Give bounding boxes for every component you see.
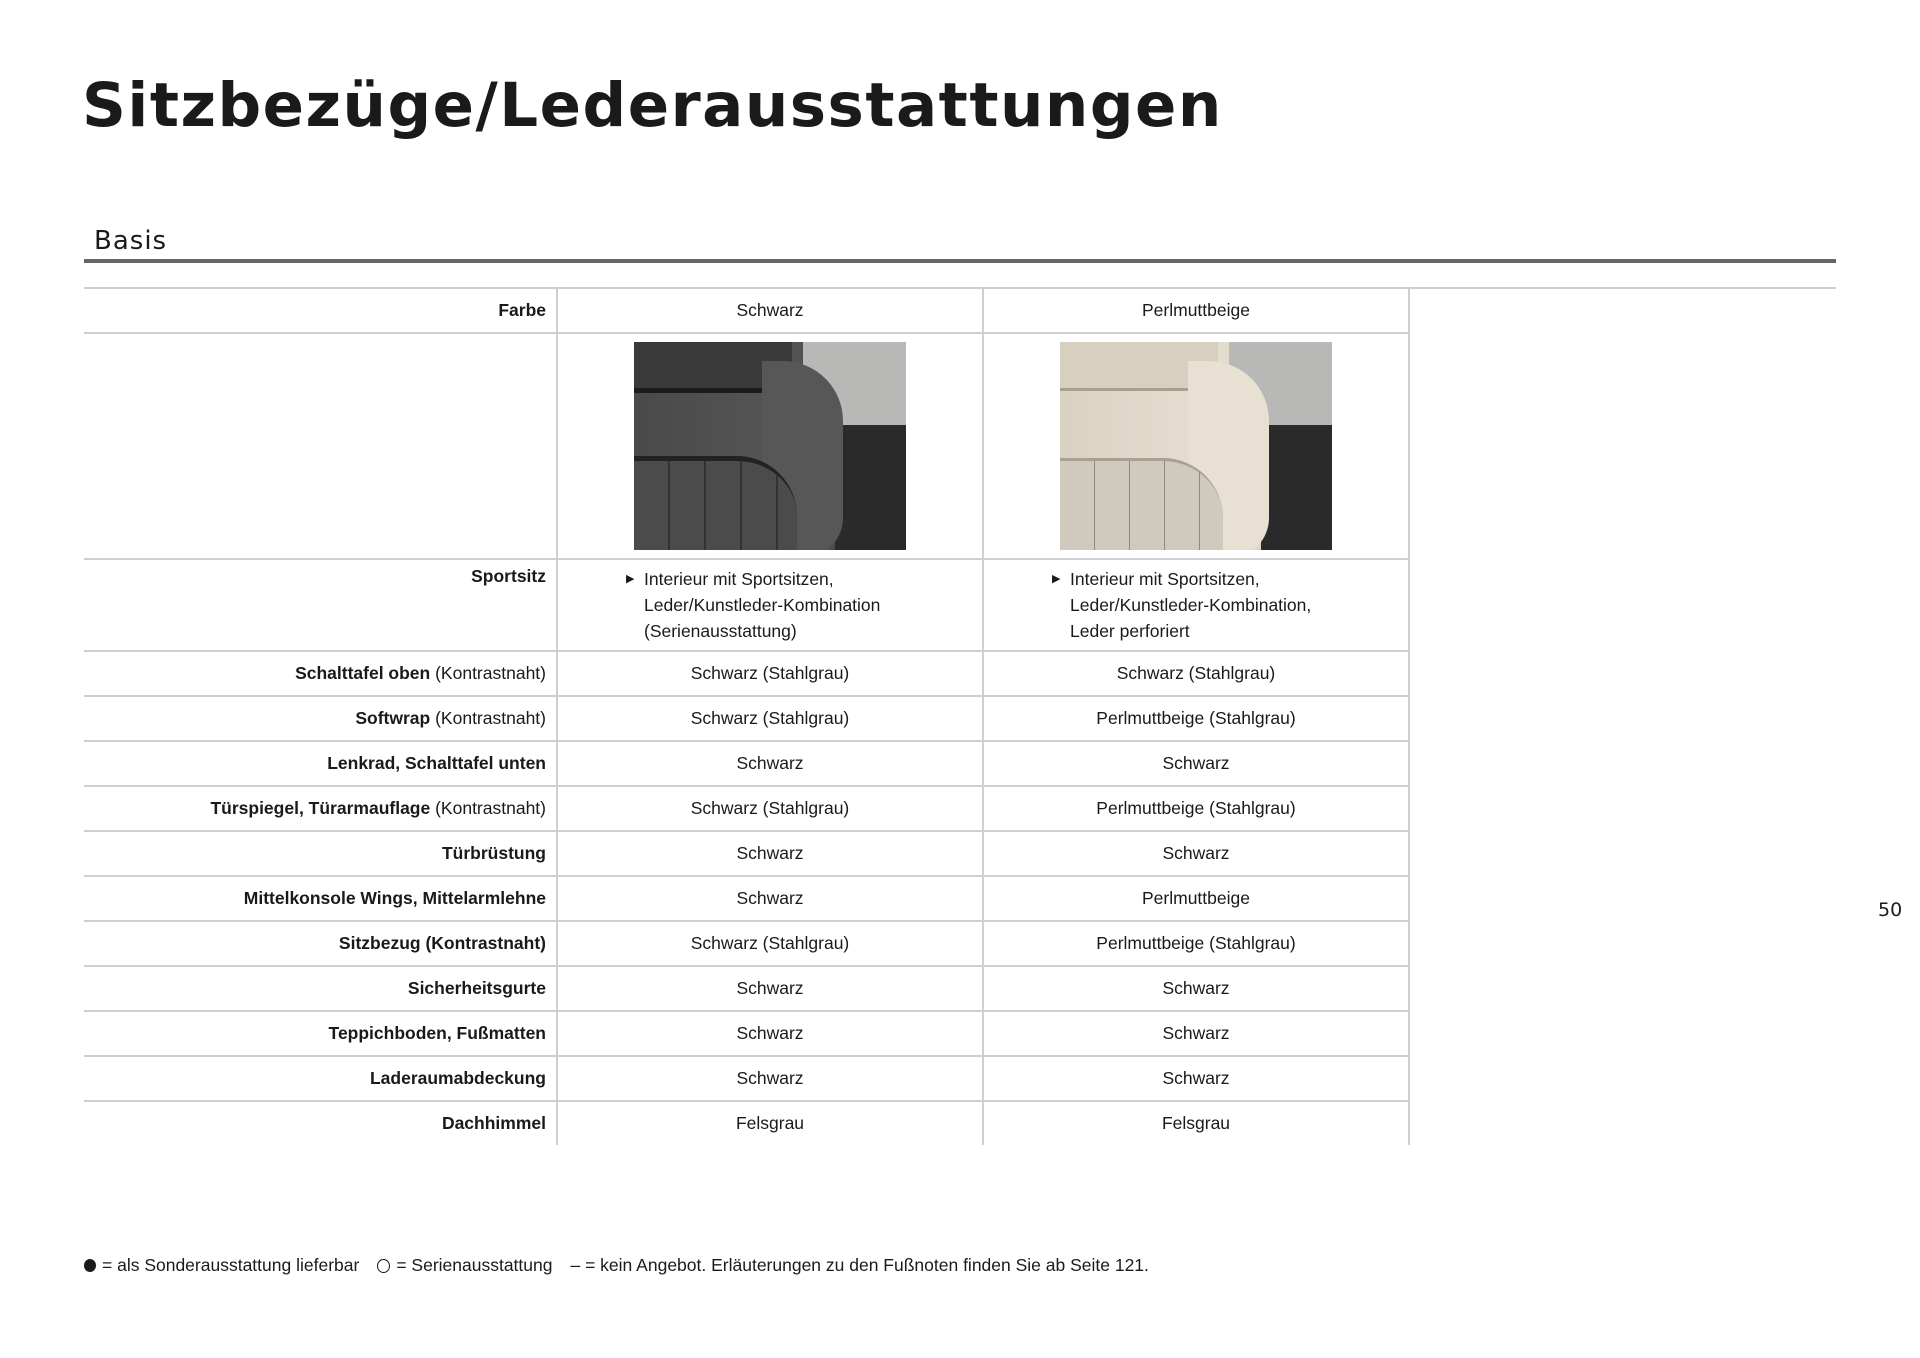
link-interieur-sportsitze[interactable]: ▶ Interieur mit Sportsitzen, Leder/Kunstleder-Kombination (Serienausstattung) bbox=[558, 560, 982, 644]
row-label-empty bbox=[84, 333, 557, 559]
section-title: Basis bbox=[94, 226, 168, 256]
upholstery-table bbox=[84, 287, 1836, 1145]
table-row-swatch bbox=[84, 333, 1409, 559]
black-leather-seat-image bbox=[634, 342, 906, 550]
row-label: Sportsitz bbox=[84, 559, 557, 651]
table-row: Türbrüstung Schwarz Schwarz bbox=[84, 831, 1409, 876]
page-title: Sitzbezüge/Lederausstattungen bbox=[82, 70, 1223, 141]
table-row-sportsitz bbox=[84, 559, 1409, 651]
table-row: Türspiegel, Türarmauflage (Kontrastnaht) Schwarz (Stahlgrau) Perlmuttbeige (Stahlgrau) bbox=[84, 786, 1409, 831]
empty-circle-icon bbox=[377, 1259, 390, 1273]
section-divider bbox=[84, 259, 1836, 263]
legend-none: = kein Angebot. Erläuterungen zu den Fußnoten finden Sie ab Seite 121. bbox=[585, 1255, 1149, 1275]
section-header bbox=[84, 224, 1836, 263]
cell-color: Schwarz bbox=[557, 289, 983, 333]
table-row: Lenkrad, Schalttafel unten Schwarz Schwarz bbox=[84, 741, 1409, 786]
dash-icon: – bbox=[570, 1255, 581, 1275]
table-row-color bbox=[84, 289, 1409, 333]
table-row: Softwrap (Kontrastnaht) Schwarz (Stahlgrau) Perlmuttbeige (Stahlgrau) bbox=[84, 696, 1409, 741]
cell-color: Perlmuttbeige bbox=[983, 289, 1409, 333]
table-row: Teppichboden, Fußmatten Schwarz Schwarz bbox=[84, 1011, 1409, 1056]
table-row: Schalttafel oben (Kontrastnaht) Schwarz (Stahlgrau) Schwarz (Stahlgrau) bbox=[84, 651, 1409, 696]
beige-leather-seat-image bbox=[1060, 342, 1332, 550]
table-row: Dachhimmel Felsgrau Felsgrau bbox=[84, 1101, 1409, 1145]
page-number: 50 bbox=[1878, 899, 1903, 921]
table-row: Sitzbezug (Kontrastnaht) Schwarz (Stahlgrau) Perlmuttbeige (Stahlgrau) bbox=[84, 921, 1409, 966]
triangle-right-icon: ▶ bbox=[626, 573, 635, 585]
filled-circle-icon bbox=[84, 1259, 96, 1272]
legend bbox=[84, 1255, 1149, 1276]
table-row: Sicherheitsgurte Schwarz Schwarz bbox=[84, 966, 1409, 1011]
table-row: Laderaumabdeckung Schwarz Schwarz bbox=[84, 1056, 1409, 1101]
table-row: Mittelkonsole Wings, Mittelarmlehne Schwarz Perlmuttbeige bbox=[84, 876, 1409, 921]
legend-standard: = Serienausstattung bbox=[396, 1255, 553, 1275]
legend-optional: = als Sonderausstattung lieferbar bbox=[102, 1255, 360, 1275]
triangle-right-icon: ▶ bbox=[1052, 573, 1061, 585]
link-interieur-sportsitze[interactable]: ▶ Interieur mit Sportsitzen, Leder/Kunstleder-Kombination, Leder perforiert bbox=[984, 560, 1408, 644]
row-label: Farbe bbox=[498, 300, 546, 320]
